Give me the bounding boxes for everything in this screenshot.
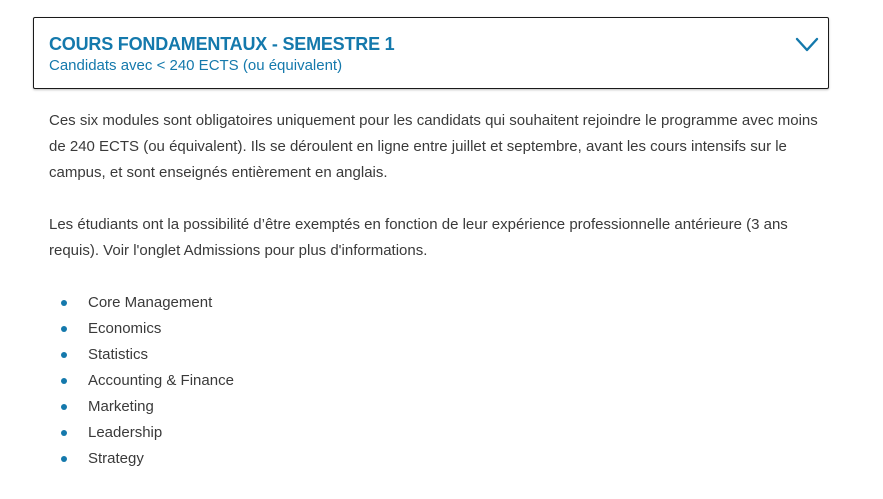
exemption-paragraph: Les étudiants ont la possibilité d’être exemptés en fonction de leur expérience professionnelle antérieure (3 ans requis). Voir l'onglet Admissions pour plus d'informations.: [49, 216, 788, 259]
module-name: Statistics: [88, 346, 149, 363]
module-name: Accounting & Finance: [88, 372, 234, 389]
bullet-icon: [61, 300, 67, 306]
module-name: Core Management: [88, 294, 213, 311]
list-item: [49, 446, 819, 472]
description-paragraph: Ces six modules sont obligatoires uniquement pour les candidats qui souhaitent rejoindre le programme avec moins de 240 ECTS (ou équivalent). Ils se déroulent en ligne entre juillet et septembre, avant les cours intensifs sur le campus, et sont enseignés entièrement en anglais.: [49, 112, 818, 181]
bullet-icon: [61, 352, 67, 358]
module-list: [49, 290, 819, 472]
bullet-icon: [61, 326, 67, 332]
accordion-title: COURS FONDAMENTAUX - SEMESTRE 1: [49, 34, 395, 54]
module-name: Economics: [88, 320, 162, 337]
module-name: Leadership: [88, 424, 163, 441]
list-item: [49, 316, 819, 342]
list-item: [49, 420, 819, 446]
bullet-icon: [61, 378, 67, 384]
list-item: [49, 394, 819, 420]
module-name: Strategy: [88, 450, 144, 467]
list-item: [49, 342, 819, 368]
bullet-icon: [61, 430, 67, 436]
list-item: [49, 290, 819, 316]
accordion-subtitle: Candidats avec < 240 ECTS (ou équivalent): [49, 57, 343, 74]
bullet-icon: [61, 456, 67, 462]
chevron-down-icon[interactable]: [795, 37, 819, 53]
accordion-content: [49, 108, 819, 472]
list-item: [49, 368, 819, 394]
module-name: Marketing: [88, 398, 154, 415]
accordion-header[interactable]: [33, 17, 829, 89]
bullet-icon: [61, 404, 67, 410]
